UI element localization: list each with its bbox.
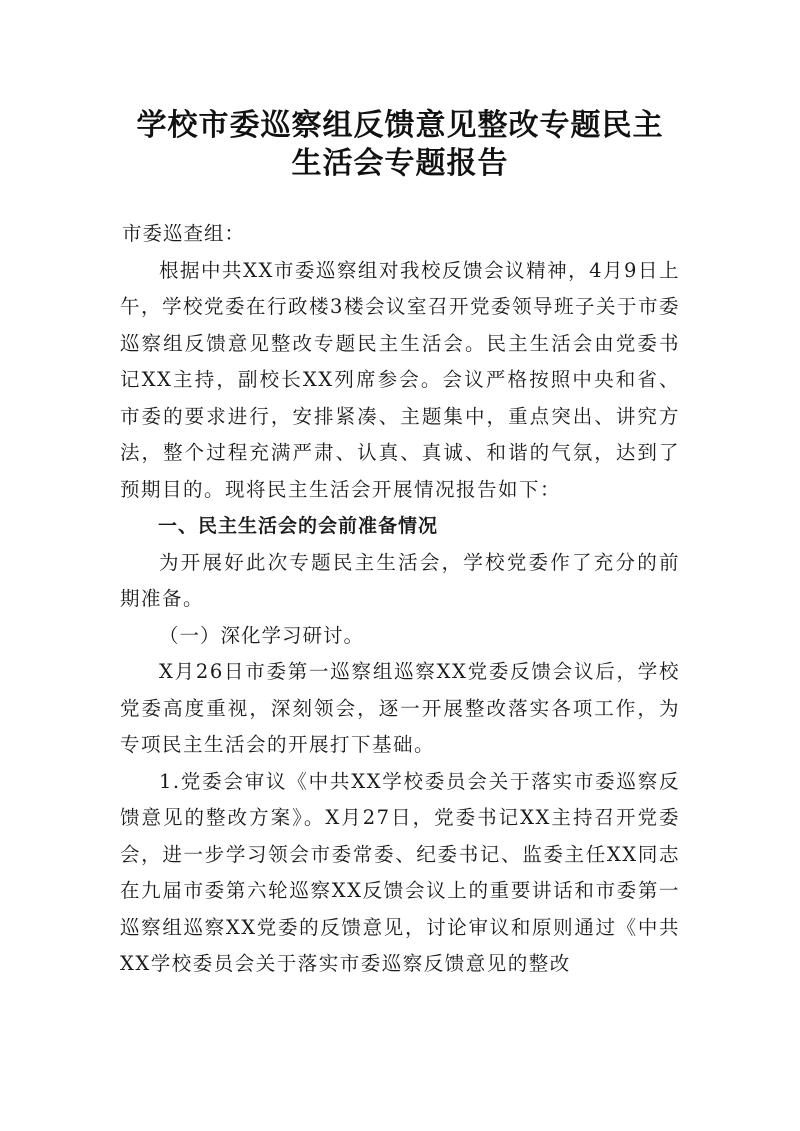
salutation: 市委巡查组： <box>122 222 246 245</box>
paragraph-study: X月26日市委第一巡察组巡察XX党委反馈会议后，学校党委高度重视，深刻领会，逐一开展整改落实各项工作，为专项民主生活会的开展打下基础。 <box>120 660 680 756</box>
document-title-line1: 学校市委巡察组反馈意见整改专题民主 <box>136 108 664 143</box>
document-body <box>120 216 680 983</box>
document-title-line2: 生活会专题报告 <box>291 146 509 181</box>
subsection-heading-1: （一）深化学习研讨。 <box>159 623 365 647</box>
paragraph-intro: 根据中共XX市委巡察组对我校反馈会议精神，4月9日上午，学校党委在行政楼3楼会议室召开党委领导班子关于市委巡察组反馈意见整改专题民主生活会。民主生活会由党委书记XX主持，副校长XX列席参会。会议严格按照中央和省、市委的要求进行，安排紧凑、主题集中，重点突出、讲究方法，整个过程充满严肃、认真、真诚、和谐的气氛，达到了预期目的。现将民主生活会开展情况报告如下： <box>120 258 680 501</box>
section-heading-1: 一、民主生活会的会前准备情况 <box>158 515 439 537</box>
paragraph-committee-review: 1.党委会审议《中共XX学校委员会关于落实市委巡察反馈意见的整改方案》。X月27日，党委书记XX主持召开党委会，进一步学习领会市委常委、纪委书记、监委主任XX同志在九届市委第六轮巡察XX反馈会议上的重要讲话和市委第一巡察组巡察XX党委的反馈意见，讨论审议和原则通过《中共XX学校委员会关于落实市委巡察反馈意见的整改 <box>120 769 680 975</box>
paragraph-preparation: 为开展好此次专题民主生活会，学校党委作了充分的前期准备。 <box>120 550 680 610</box>
